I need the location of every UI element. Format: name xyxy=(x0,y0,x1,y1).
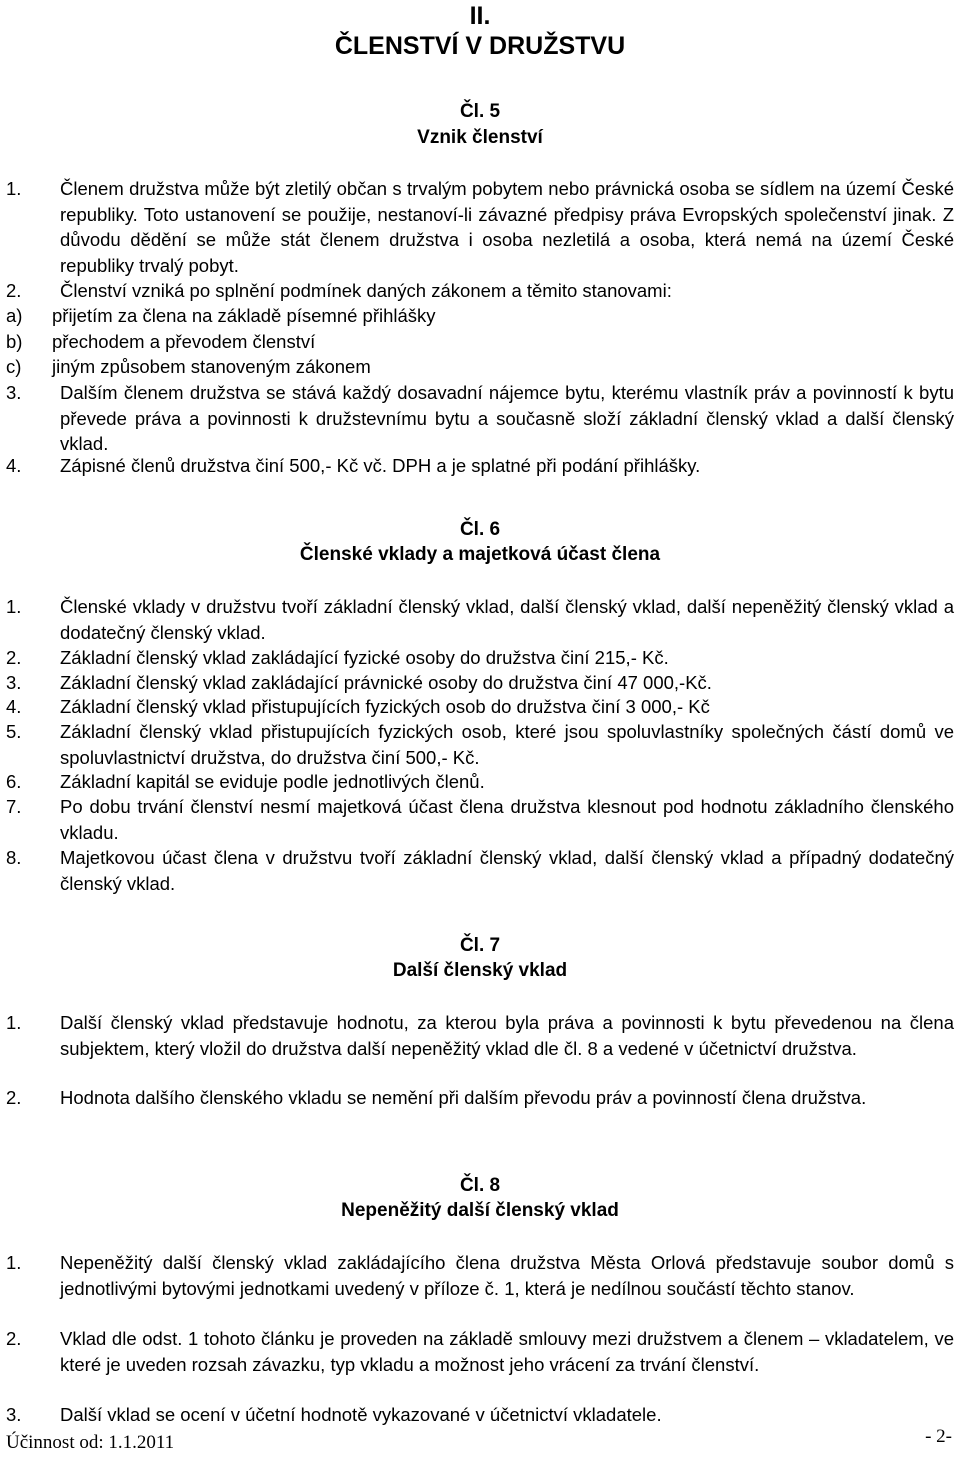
item-number: 4. xyxy=(6,696,22,717)
article-8-title: Nepeněžitý další členský vklad xyxy=(341,1200,619,1221)
item-text: Dalším členem družstva se stává každý dosavadní nájemce bytu, kterému vlastník práv a povinností k bytu převede práva a povinnosti k družstevnímu bytu a současně složí základní členský vklad a další členský vklad. xyxy=(60,382,954,454)
article-8-item-1 xyxy=(6,1250,954,1301)
article-7-title: Další členský vklad xyxy=(392,960,568,981)
item-number: 1. xyxy=(6,1252,22,1273)
item-number: 5. xyxy=(6,721,22,742)
item-text: Další členský vklad představuje hodnotu, za kterou byla práva a povinnosti k bytu převedenou na člena subjektem, který vložil do družstva další nepeněžitý vklad dle čl. 8 a vedené v účetnictví družstva. xyxy=(60,1012,954,1059)
item-text: Vklad dle odst. 1 tohoto článku je proveden na základě smlouvy mezi družstvem a členem – vkladatelem, ve které je uveden rozsah závazku, typ vkladu a možnost jeho vrácení za trvání členství. xyxy=(60,1328,954,1375)
item-text: Majetkovou účast člena v družstvu tvoří základní členský vklad, další členský vklad a případný dodatečný členský vklad. xyxy=(60,847,954,894)
item-number: 4. xyxy=(6,455,22,476)
sub-label: a) xyxy=(6,305,23,326)
item-text: Hodnota dalšího členského vkladu se nemění při dalším převodu práv a povinností člena družstva. xyxy=(60,1087,867,1108)
article-6-item-7 xyxy=(6,794,954,845)
article-7-item-1 xyxy=(6,1010,954,1061)
item-text: Členem družstva může být zletilý občan s trvalým pobytem nebo právnická osoba se sídlem na území České republiky. Toto ustanovení se použije, nestanoví-li závazné předpisy práva Evropských společenství jinak. Z důvodu dědění se může stát členem družstva i osoba nezletilá a osoba, která nemá na území České republiky trvalý pobyt. xyxy=(60,178,954,276)
sub-label: b) xyxy=(6,331,23,352)
article-5-item-3 xyxy=(6,380,954,457)
item-number: 3. xyxy=(6,672,22,693)
article-5-item-2-sub-b xyxy=(6,329,954,355)
article-5-item-2-sub-c xyxy=(6,354,954,380)
article-6-item-4 xyxy=(6,694,954,720)
item-number: 1. xyxy=(6,1012,22,1033)
article-6-item-1 xyxy=(6,594,954,645)
item-text: Základní členský vklad přistupujících fyzických osob do družstva činí 3 000,- Kč xyxy=(60,696,710,717)
article-5-item-2 xyxy=(6,278,954,304)
article-6-item-6 xyxy=(6,769,954,795)
sub-text: přechodem a převodem členství xyxy=(52,331,316,352)
item-number: 6. xyxy=(6,771,22,792)
item-number: 1. xyxy=(6,596,22,617)
item-number: 2. xyxy=(6,1328,22,1349)
item-text: Zápisné členů družstva činí 500,- Kč vč. DPH a je splatné při podání přihlášky. xyxy=(60,455,701,476)
item-number: 3. xyxy=(6,382,22,403)
sub-text: přijetím za člena na základě písemné přihlášky xyxy=(52,305,436,326)
article-5-number: Čl. 5 xyxy=(459,101,501,122)
article-5-title: Vznik členství xyxy=(417,127,543,148)
article-5-item-2-sub-a xyxy=(6,303,954,329)
article-8-number: Čl. 8 xyxy=(459,1175,501,1196)
part-title: ČLENSTVÍ V DRUŽSTVU xyxy=(334,32,626,60)
item-number: 3. xyxy=(6,1404,22,1425)
page-number: - 2- xyxy=(925,1426,952,1447)
article-6-item-3 xyxy=(6,670,954,696)
article-6-number: Čl. 6 xyxy=(459,519,501,540)
item-number: 8. xyxy=(6,847,22,868)
article-5-item-4 xyxy=(6,453,954,479)
item-number: 1. xyxy=(6,178,22,199)
item-text: Základní členský vklad přistupujících fyzických osob, které jsou spoluvlastníky společných částí domů ve spoluvlastnictví družstva, do družstva činí 500,- Kč. xyxy=(60,721,954,768)
sub-label: c) xyxy=(6,356,22,377)
item-text: Další vklad se ocení v účetní hodnotě vykazované v účetnictví vkladatele. xyxy=(60,1404,662,1425)
item-text: Základní členský vklad zakládající právnické osoby do družstva činí 47 000,-Kč. xyxy=(60,672,712,693)
item-number: 2. xyxy=(6,647,22,668)
item-text: Členství vzniká po splnění podmínek daných zákonem a těmito stanovami: xyxy=(60,280,672,301)
article-6-item-8 xyxy=(6,845,954,896)
article-8-item-3 xyxy=(6,1402,954,1428)
article-5-item-1 xyxy=(6,176,954,278)
item-text: Členské vklady v družstvu tvoří základní členský vklad, další členský vklad, další nepeněžitý členský vklad a dodatečný členský vklad. xyxy=(60,596,954,643)
item-number: 2. xyxy=(6,280,22,301)
item-text: Po dobu trvání členství nesmí majetková účast člena družstva klesnout pod hodnotu základního členského vkladu. xyxy=(60,796,954,843)
item-text: Základní členský vklad zakládající fyzické osoby do družstva činí 215,- Kč. xyxy=(60,647,669,668)
item-number: 2. xyxy=(6,1087,22,1108)
article-7-item-2 xyxy=(6,1085,954,1111)
article-7-number: Čl. 7 xyxy=(459,935,501,956)
item-number: 7. xyxy=(6,796,22,817)
item-text: Nepeněžitý další členský vklad zakládajícího člena družstva Města Orlová představuje soubor domů s jednotlivými bytovými jednotkami uvedený v příloze č. 1, která je nedílnou součástí těchto stanov. xyxy=(60,1252,954,1299)
sub-text: jiným způsobem stanoveným zákonem xyxy=(52,356,371,377)
article-6-item-5 xyxy=(6,719,954,770)
part-number: II. xyxy=(469,2,491,30)
article-8-item-2 xyxy=(6,1326,954,1377)
article-6-item-2 xyxy=(6,645,954,671)
item-text: Základní kapitál se eviduje podle jednotlivých členů. xyxy=(60,771,485,792)
effective-date: Účinnost od: 1.1.2011 xyxy=(6,1432,175,1453)
article-6-title: Členské vklady a majetková účast člena xyxy=(299,544,661,565)
